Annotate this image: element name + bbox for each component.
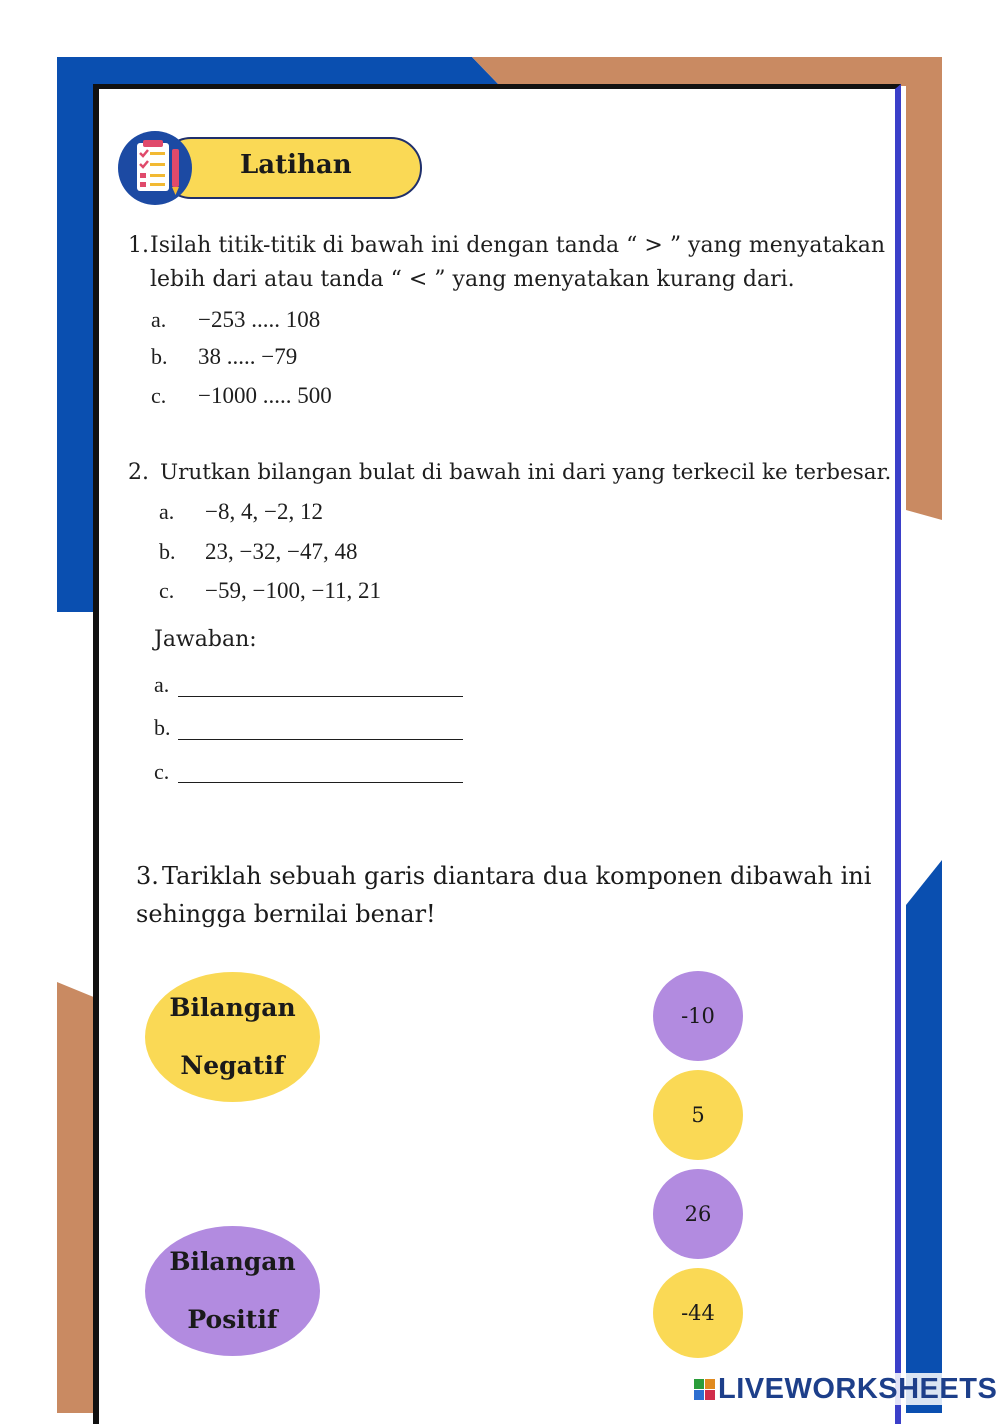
q3-line1: Tariklah sebuah garis diantara dua komponen dibawah ini: [162, 862, 872, 890]
number-circle[interactable]: [653, 1070, 743, 1160]
category-negatif-line2: Negatif: [180, 1051, 285, 1080]
category-positif[interactable]: [145, 1226, 320, 1356]
watermark-text: LIVEWORKSHEETS: [718, 1372, 998, 1405]
live-badge-icon: [694, 1379, 715, 1400]
number-value: 5: [691, 1103, 705, 1127]
category-positif-line2: Positif: [187, 1305, 278, 1334]
answer-label: Jawaban:: [154, 627, 257, 652]
answer-input-a[interactable]: [178, 696, 463, 697]
q1-line2: lebih dari atau tanda “ < ” yang menyatakan kurang dari.: [150, 267, 795, 292]
answer-label-b: b.: [154, 715, 171, 740]
q2-item-label: b.: [159, 539, 176, 564]
number-value: -10: [681, 1004, 715, 1028]
number-circle[interactable]: [653, 971, 743, 1061]
answer-label-c: c.: [154, 759, 170, 784]
q1-item-label: c.: [151, 383, 167, 408]
answer-input-c[interactable]: [178, 782, 463, 783]
q1-item-text: −1000 ..... 500: [198, 383, 332, 408]
number-value: 26: [684, 1202, 712, 1226]
q2-item-text: −59, −100, −11, 21: [205, 578, 382, 603]
checklist-icon: [118, 131, 192, 205]
q1-line1: Isilah titik-titik di bawah ini dengan tanda “ > ” yang menyatakan: [150, 233, 886, 258]
number-circle[interactable]: [653, 1169, 743, 1259]
q2-item-text: 23, −32, −47, 48: [205, 539, 358, 564]
q3-number: 3.: [136, 862, 159, 890]
liveworksheets-logo: [690, 1373, 999, 1405]
number-value: -44: [681, 1301, 715, 1325]
number-circle[interactable]: [653, 1268, 743, 1358]
q2-item-label: c.: [159, 578, 175, 603]
q2-item-label: a.: [159, 499, 175, 524]
q2-text: Urutkan bilangan bulat di bawah ini dari yang terkecil ke terbesar.: [160, 460, 892, 485]
answer-input-b[interactable]: [178, 739, 463, 740]
header-title: Latihan: [240, 150, 352, 180]
q1-item-text: −253 ..... 108: [198, 307, 321, 332]
q1-item-label: b.: [151, 344, 168, 369]
q1-number: 1.: [128, 233, 149, 258]
category-negatif-line1: Bilangan: [169, 993, 296, 1022]
category-positif-line1: Bilangan: [169, 1247, 296, 1276]
answer-label-a: a.: [154, 672, 170, 697]
q3-line2: sehingga bernilai benar!: [136, 900, 436, 928]
q2-number: 2.: [128, 460, 149, 485]
q1-item-label: a.: [151, 307, 167, 332]
category-negatif[interactable]: [145, 972, 320, 1102]
q2-item-text: −8, 4, −2, 12: [205, 499, 323, 524]
q1-item-text: 38 ..... −79: [198, 344, 298, 369]
